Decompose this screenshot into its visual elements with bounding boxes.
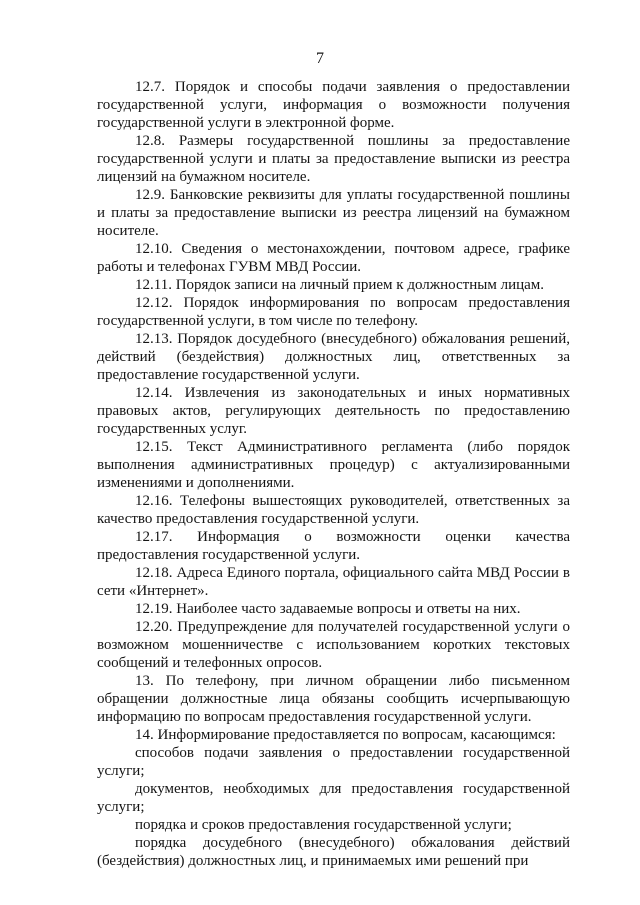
paragraph: 12.8. Размеры государственной пошлины за предоставление государственной услуги и платы за предоставление выписки из реестра лицензий на бумажном носителе. [97, 133, 570, 185]
page-number: 7 [316, 50, 324, 67]
paragraph: 12.16. Телефоны вышестоящих руководителей, ответственных за качество предоставления государственной услуги. [97, 493, 570, 527]
paragraph: 12.9. Банковские реквизиты для уплаты государственной пошлины и платы за предоставление выписки из реестра лицензий на бумажном носителе. [97, 187, 570, 239]
paragraph: 13. По телефону, при личном обращении либо письменном обращении должностные лица обязаны сообщить исчерпывающую информацию по вопросам предоставления государственной услуги. [97, 673, 570, 725]
paragraph: 12.7. Порядок и способы подачи заявления о предоставлении государственной услуги, информация о возможности получения государственной услуги в электронной форме. [97, 79, 570, 131]
paragraph: 12.14. Извлечения из законодательных и иных нормативных правовых актов, регулирующих деятельность по предоставлению государственных услуг. [97, 385, 570, 437]
paragraph: 12.13. Порядок досудебного (внесудебного) обжалования решений, действий (бездействия) должностных лиц, ответственных за предоставление государственной услуги. [97, 331, 570, 383]
paragraph: 12.11. Порядок записи на личный прием к должностным лицам. [135, 277, 545, 293]
paragraph: 12.17. Информация о возможности оценки качества предоставления государственной услуги. [97, 529, 570, 563]
document-body [97, 78, 570, 870]
paragraph: 12.15. Текст Административного регламента (либо порядок выполнения административных процедур) с актуализированными изменениями и дополнениями. [97, 439, 570, 491]
paragraph: документов, необходимых для предоставления государственной услуги; [97, 781, 570, 815]
paragraph: порядка досудебного (внесудебного) обжалования действий (бездействия) должностных лиц, и принимаемых ими решений при [97, 835, 570, 869]
paragraph: порядка и сроков предоставления государственной услуги; [135, 817, 512, 833]
paragraph: 12.19. Наиболее часто задаваемые вопросы и ответы на них. [135, 601, 521, 617]
paragraph: 12.10. Сведения о местонахождении, почтовом адресе, графике работы и телефонах ГУВМ МВД России. [97, 241, 570, 275]
paragraph: 12.18. Адреса Единого портала, официального сайта МВД России в сети «Интернет». [97, 565, 570, 599]
paragraph: способов подачи заявления о предоставлении государственной услуги; [97, 745, 570, 779]
paragraph: 12.12. Порядок информирования по вопросам предоставления государственной услуги, в том числе по телефону. [97, 295, 570, 329]
paragraph: 12.20. Предупреждение для получателей государственной услуги о возможном мошенничестве с использованием коротких текстовых сообщений и телефонных опросов. [97, 619, 570, 671]
paragraph: 14. Информирование предоставляется по вопросам, касающимся: [135, 727, 556, 743]
